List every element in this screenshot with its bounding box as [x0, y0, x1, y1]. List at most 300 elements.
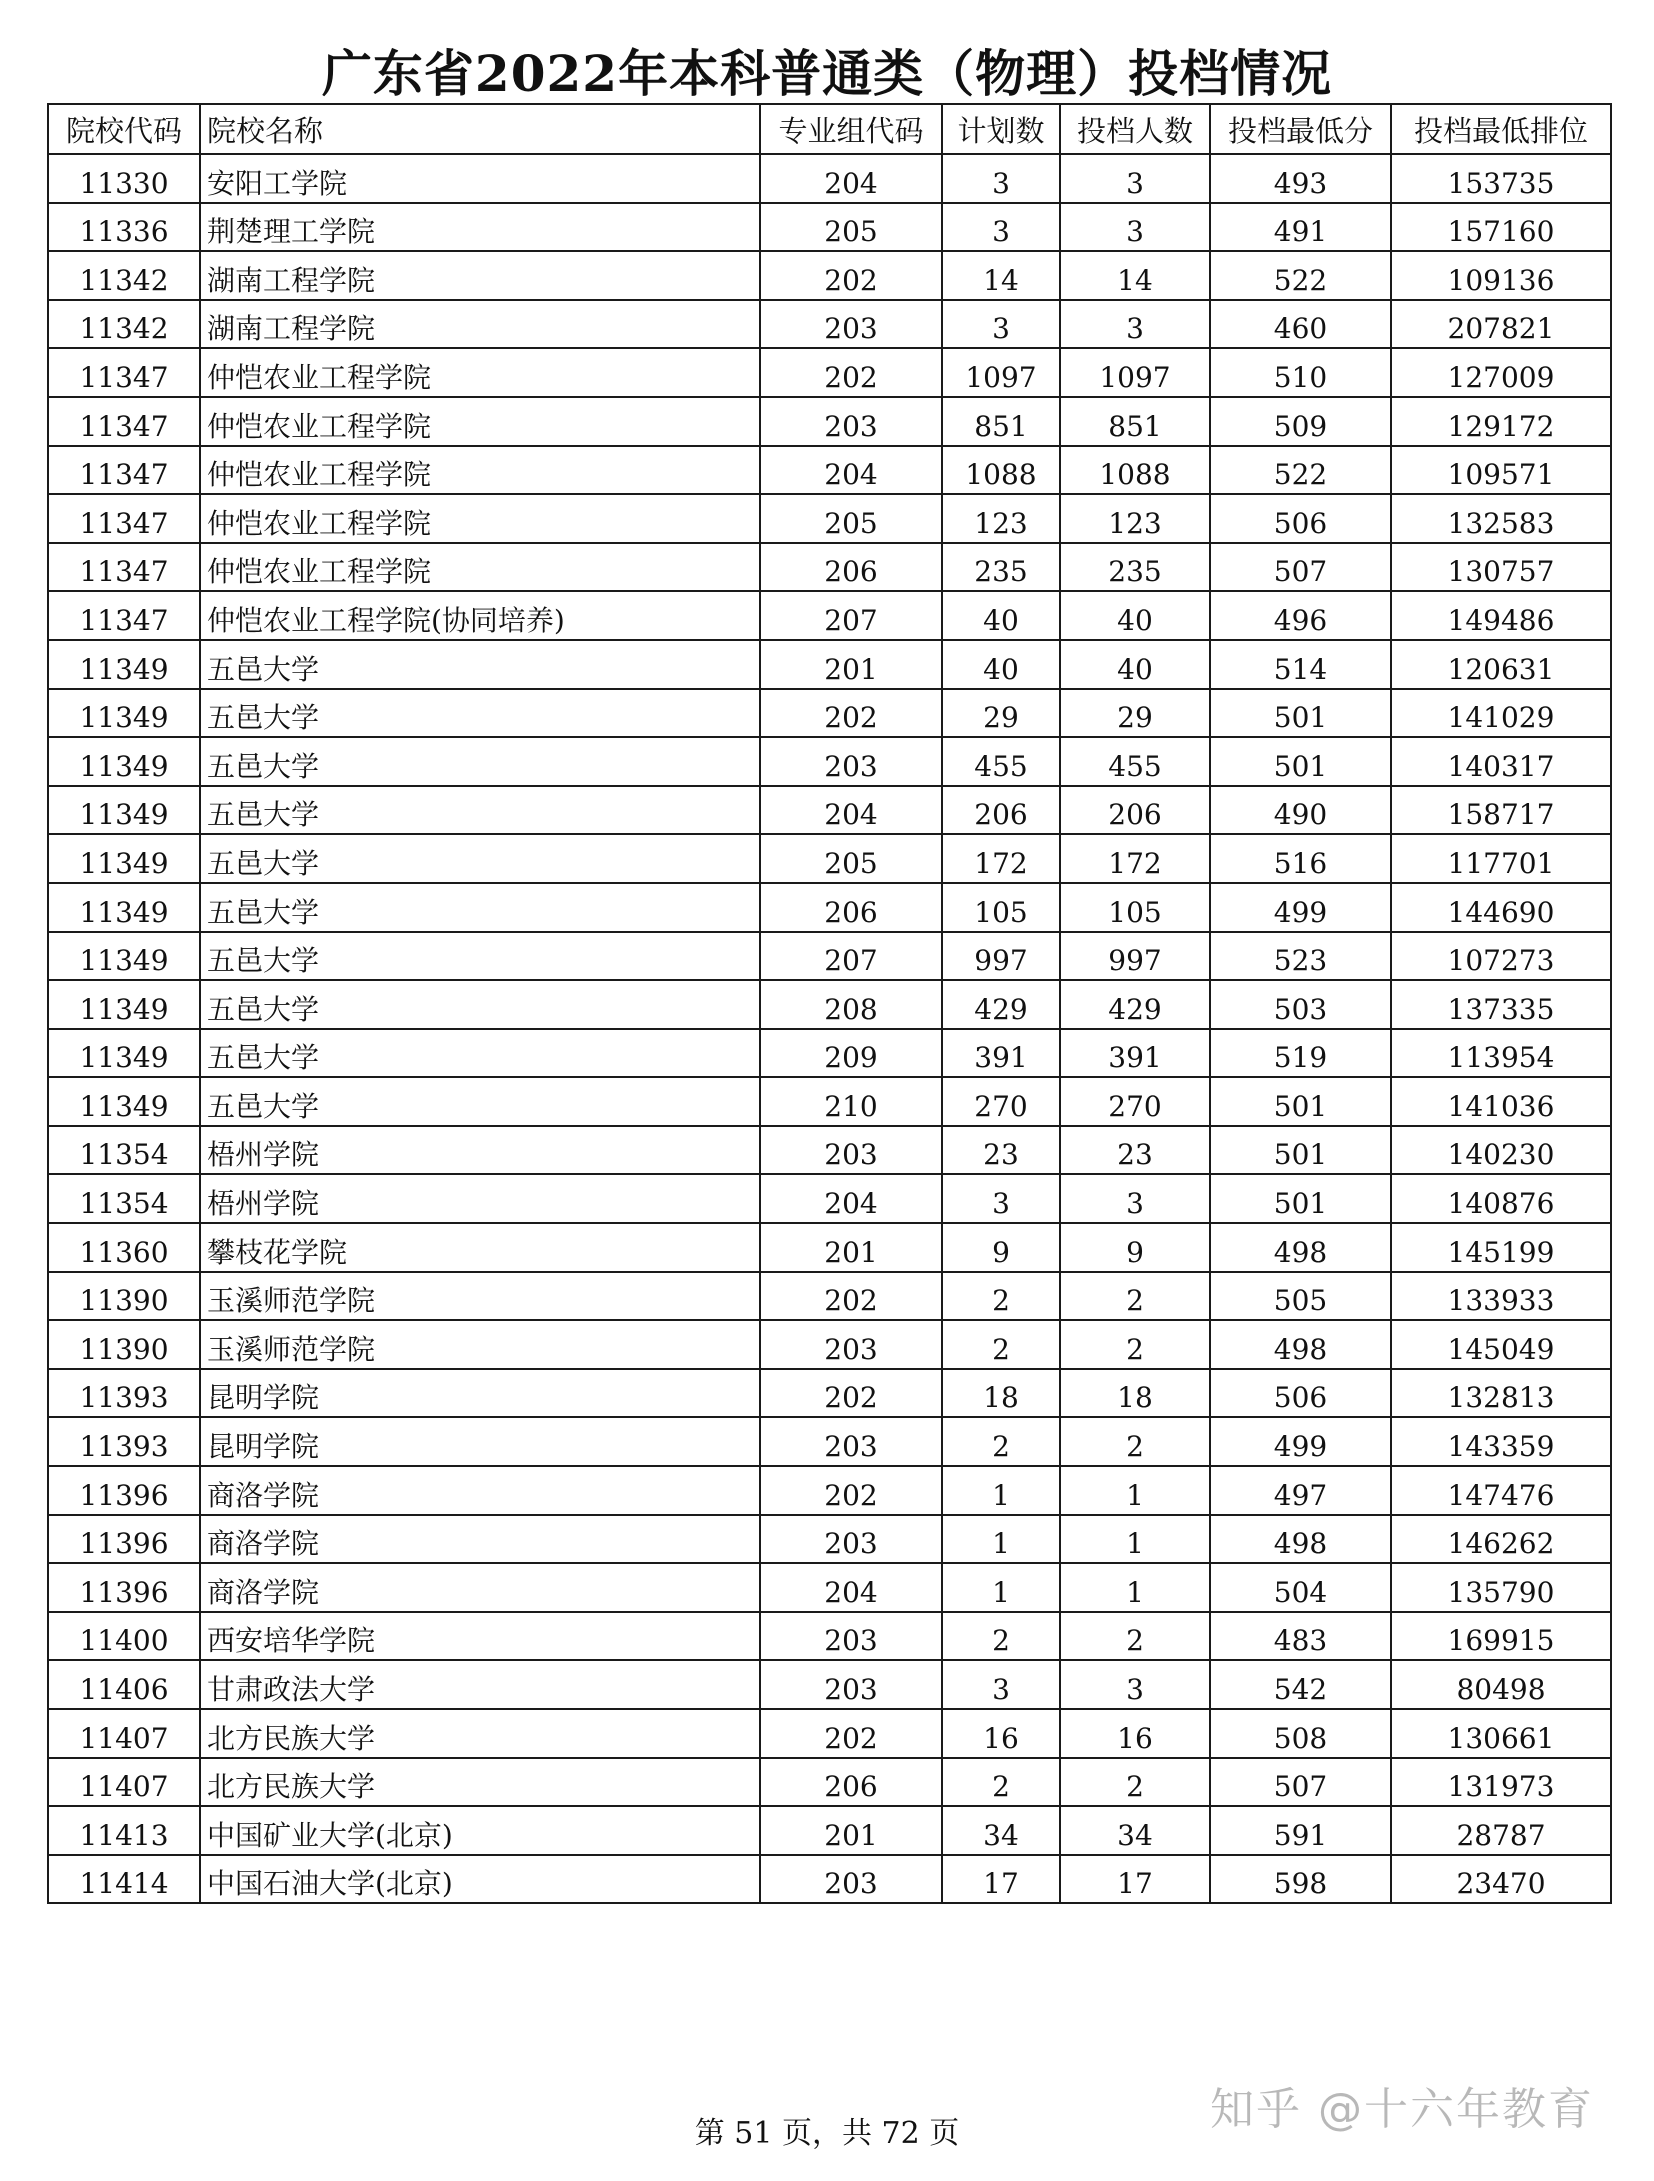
table-row	[48, 1126, 1611, 1175]
cell-min-score: 498	[1210, 1223, 1391, 1272]
cell-min-score: 514	[1210, 640, 1391, 689]
table-row	[48, 494, 1611, 543]
cell-group-code: 202	[760, 689, 942, 738]
table-row	[48, 1660, 1611, 1709]
cell-plan-count: 3	[942, 1174, 1060, 1223]
cell-admitted-count: 391	[1060, 1029, 1210, 1078]
cell-admitted-count: 206	[1060, 786, 1210, 835]
cell-admitted-count: 14	[1060, 251, 1210, 300]
cell-school-name: 五邑大学	[200, 980, 760, 1029]
cell-school-code: 11393	[48, 1417, 200, 1466]
cell-min-score: 498	[1210, 1515, 1391, 1564]
cell-plan-count: 2	[942, 1612, 1060, 1661]
table-row	[48, 203, 1611, 252]
cell-group-code: 204	[760, 786, 942, 835]
cell-min-score: 504	[1210, 1563, 1391, 1612]
cell-min-rank: 109136	[1391, 251, 1611, 300]
cell-min-rank: 132813	[1391, 1369, 1611, 1418]
cell-plan-count: 18	[942, 1369, 1060, 1418]
cell-group-code: 201	[760, 640, 942, 689]
cell-plan-count: 2	[942, 1758, 1060, 1807]
cell-min-rank: 109571	[1391, 446, 1611, 495]
cell-group-code: 205	[760, 834, 942, 883]
cell-admitted-count: 1	[1060, 1515, 1210, 1564]
cell-school-name: 仲恺农业工程学院	[200, 397, 760, 446]
table-row	[48, 1466, 1611, 1515]
cell-admitted-count: 123	[1060, 494, 1210, 543]
cell-school-name: 五邑大学	[200, 689, 760, 738]
cell-min-score: 506	[1210, 494, 1391, 543]
cell-plan-count: 270	[942, 1077, 1060, 1126]
cell-school-code: 11349	[48, 786, 200, 835]
cell-min-score: 501	[1210, 689, 1391, 738]
cell-plan-count: 1097	[942, 348, 1060, 397]
cell-min-score: 503	[1210, 980, 1391, 1029]
cell-plan-count: 14	[942, 251, 1060, 300]
cell-min-rank: 28787	[1391, 1806, 1611, 1855]
cell-school-code: 11349	[48, 980, 200, 1029]
cell-admitted-count: 2	[1060, 1417, 1210, 1466]
column-header-admitted-count: 投档人数	[1060, 104, 1210, 154]
cell-min-rank: 113954	[1391, 1029, 1611, 1078]
cell-admitted-count: 18	[1060, 1369, 1210, 1418]
cell-min-score: 507	[1210, 543, 1391, 592]
cell-school-code: 11413	[48, 1806, 200, 1855]
cell-group-code: 205	[760, 494, 942, 543]
table-row	[48, 1077, 1611, 1126]
cell-plan-count: 997	[942, 932, 1060, 981]
cell-plan-count: 2	[942, 1417, 1060, 1466]
cell-min-score: 509	[1210, 397, 1391, 446]
cell-plan-count: 429	[942, 980, 1060, 1029]
cell-group-code: 202	[760, 1272, 942, 1321]
cell-admitted-count: 270	[1060, 1077, 1210, 1126]
cell-admitted-count: 851	[1060, 397, 1210, 446]
cell-school-name: 中国矿业大学(北京)	[200, 1806, 760, 1855]
cell-group-code: 203	[760, 1417, 942, 1466]
cell-plan-count: 16	[942, 1709, 1060, 1758]
cell-school-code: 11342	[48, 251, 200, 300]
cell-min-score: 496	[1210, 591, 1391, 640]
table-row	[48, 640, 1611, 689]
cell-school-code: 11407	[48, 1758, 200, 1807]
cell-school-name: 北方民族大学	[200, 1758, 760, 1807]
table-row	[48, 1758, 1611, 1807]
cell-plan-count: 17	[942, 1855, 1060, 1904]
cell-school-name: 商洛学院	[200, 1515, 760, 1564]
cell-plan-count: 391	[942, 1029, 1060, 1078]
table-row	[48, 1806, 1611, 1855]
cell-school-name: 五邑大学	[200, 932, 760, 981]
cell-plan-count: 105	[942, 883, 1060, 932]
cell-admitted-count: 40	[1060, 591, 1210, 640]
cell-school-name: 仲恺农业工程学院	[200, 543, 760, 592]
cell-admitted-count: 17	[1060, 1855, 1210, 1904]
cell-group-code: 206	[760, 883, 942, 932]
cell-min-score: 501	[1210, 1126, 1391, 1175]
table-row	[48, 834, 1611, 883]
cell-school-name: 仲恺农业工程学院	[200, 494, 760, 543]
cell-admitted-count: 3	[1060, 154, 1210, 203]
cell-min-rank: 145199	[1391, 1223, 1611, 1272]
cell-school-code: 11396	[48, 1563, 200, 1612]
page-footer: 第 51 页，共 72 页	[694, 2116, 960, 2151]
table-row	[48, 300, 1611, 349]
table-row	[48, 1320, 1611, 1369]
cell-plan-count: 851	[942, 397, 1060, 446]
cell-group-code: 201	[760, 1806, 942, 1855]
cell-admitted-count: 3	[1060, 300, 1210, 349]
table-row	[48, 251, 1611, 300]
cell-group-code: 207	[760, 932, 942, 981]
cell-min-score: 522	[1210, 446, 1391, 495]
cell-school-code: 11396	[48, 1466, 200, 1515]
cell-min-score: 516	[1210, 834, 1391, 883]
cell-group-code: 202	[760, 1466, 942, 1515]
table-row	[48, 591, 1611, 640]
cell-min-rank: 130757	[1391, 543, 1611, 592]
cell-admitted-count: 3	[1060, 1660, 1210, 1709]
cell-group-code: 204	[760, 1563, 942, 1612]
cell-plan-count: 455	[942, 737, 1060, 786]
cell-admitted-count: 40	[1060, 640, 1210, 689]
cell-min-score: 591	[1210, 1806, 1391, 1855]
cell-min-rank: 149486	[1391, 591, 1611, 640]
cell-min-rank: 143359	[1391, 1417, 1611, 1466]
cell-min-rank: 117701	[1391, 834, 1611, 883]
table-body	[48, 154, 1611, 1903]
watermark: 知乎 @十六年教育	[1210, 2084, 1594, 2135]
cell-admitted-count: 29	[1060, 689, 1210, 738]
cell-group-code: 203	[760, 737, 942, 786]
cell-group-code: 203	[760, 1660, 942, 1709]
cell-admitted-count: 23	[1060, 1126, 1210, 1175]
cell-min-rank: 137335	[1391, 980, 1611, 1029]
cell-plan-count: 3	[942, 300, 1060, 349]
cell-group-code: 210	[760, 1077, 942, 1126]
column-header-group-code: 专业组代码	[760, 104, 942, 154]
cell-group-code: 203	[760, 1126, 942, 1175]
cell-min-rank: 23470	[1391, 1855, 1611, 1904]
cell-admitted-count: 34	[1060, 1806, 1210, 1855]
cell-min-rank: 140876	[1391, 1174, 1611, 1223]
cell-group-code: 208	[760, 980, 942, 1029]
cell-school-code: 11354	[48, 1126, 200, 1175]
cell-school-name: 五邑大学	[200, 737, 760, 786]
cell-min-rank: 140317	[1391, 737, 1611, 786]
cell-plan-count: 1	[942, 1466, 1060, 1515]
cell-min-rank: 135790	[1391, 1563, 1611, 1612]
cell-school-code: 11349	[48, 1029, 200, 1078]
cell-school-code: 11390	[48, 1272, 200, 1321]
cell-school-name: 玉溪师范学院	[200, 1320, 760, 1369]
cell-group-code: 203	[760, 1855, 942, 1904]
cell-min-rank: 131973	[1391, 1758, 1611, 1807]
cell-group-code: 206	[760, 543, 942, 592]
cell-min-score: 505	[1210, 1272, 1391, 1321]
cell-min-rank: 147476	[1391, 1466, 1611, 1515]
cell-school-name: 北方民族大学	[200, 1709, 760, 1758]
cell-admitted-count: 3	[1060, 203, 1210, 252]
cell-min-score: 507	[1210, 1758, 1391, 1807]
cell-admitted-count: 2	[1060, 1320, 1210, 1369]
cell-group-code: 202	[760, 251, 942, 300]
cell-plan-count: 40	[942, 591, 1060, 640]
cell-min-rank: 146262	[1391, 1515, 1611, 1564]
cell-school-name: 攀枝花学院	[200, 1223, 760, 1272]
cell-group-code: 207	[760, 591, 942, 640]
column-header-school-code: 院校代码	[48, 104, 200, 154]
cell-school-code: 11360	[48, 1223, 200, 1272]
cell-min-rank: 145049	[1391, 1320, 1611, 1369]
cell-min-score: 510	[1210, 348, 1391, 397]
cell-school-code: 11347	[48, 494, 200, 543]
cell-min-score: 491	[1210, 203, 1391, 252]
cell-min-rank: 169915	[1391, 1612, 1611, 1661]
cell-school-name: 荆楚理工学院	[200, 203, 760, 252]
cell-plan-count: 23	[942, 1126, 1060, 1175]
cell-school-code: 11406	[48, 1660, 200, 1709]
cell-min-rank: 80498	[1391, 1660, 1611, 1709]
cell-min-rank: 153735	[1391, 154, 1611, 203]
cell-min-score: 490	[1210, 786, 1391, 835]
cell-plan-count: 172	[942, 834, 1060, 883]
cell-school-name: 商洛学院	[200, 1563, 760, 1612]
cell-school-name: 西安培华学院	[200, 1612, 760, 1661]
cell-school-code: 11347	[48, 543, 200, 592]
cell-min-score: 501	[1210, 1077, 1391, 1126]
cell-admitted-count: 172	[1060, 834, 1210, 883]
cell-min-score: 598	[1210, 1855, 1391, 1904]
cell-school-code: 11347	[48, 446, 200, 495]
cell-min-score: 522	[1210, 251, 1391, 300]
cell-school-name: 昆明学院	[200, 1369, 760, 1418]
cell-school-code: 11349	[48, 689, 200, 738]
cell-school-code: 11400	[48, 1612, 200, 1661]
cell-school-code: 11342	[48, 300, 200, 349]
cell-plan-count: 1088	[942, 446, 1060, 495]
cell-min-score: 519	[1210, 1029, 1391, 1078]
table-row	[48, 689, 1611, 738]
cell-admitted-count: 1	[1060, 1466, 1210, 1515]
cell-min-rank: 141036	[1391, 1077, 1611, 1126]
cell-min-score: 506	[1210, 1369, 1391, 1418]
cell-min-score: 501	[1210, 1174, 1391, 1223]
cell-school-name: 仲恺农业工程学院	[200, 446, 760, 495]
cell-min-score: 508	[1210, 1709, 1391, 1758]
cell-group-code: 203	[760, 300, 942, 349]
cell-min-rank: 157160	[1391, 203, 1611, 252]
cell-min-score: 523	[1210, 932, 1391, 981]
cell-school-code: 11349	[48, 834, 200, 883]
cell-school-name: 五邑大学	[200, 883, 760, 932]
cell-school-code: 11349	[48, 883, 200, 932]
table-row	[48, 883, 1611, 932]
cell-admitted-count: 1	[1060, 1563, 1210, 1612]
cell-school-name: 五邑大学	[200, 1077, 760, 1126]
cell-group-code: 201	[760, 1223, 942, 1272]
cell-admitted-count: 2	[1060, 1612, 1210, 1661]
cell-min-score: 498	[1210, 1320, 1391, 1369]
table-row	[48, 1223, 1611, 1272]
cell-min-score: 501	[1210, 737, 1391, 786]
table-row	[48, 980, 1611, 1029]
table-row	[48, 1709, 1611, 1758]
cell-min-score: 542	[1210, 1660, 1391, 1709]
cell-school-name: 玉溪师范学院	[200, 1272, 760, 1321]
cell-school-name: 中国石油大学(北京)	[200, 1855, 760, 1904]
cell-school-name: 五邑大学	[200, 1029, 760, 1078]
cell-group-code: 204	[760, 446, 942, 495]
cell-school-code: 11349	[48, 640, 200, 689]
table-row	[48, 543, 1611, 592]
cell-school-code: 11347	[48, 591, 200, 640]
cell-school-name: 湖南工程学院	[200, 300, 760, 349]
cell-min-rank: 207821	[1391, 300, 1611, 349]
admission-table-container	[47, 103, 1612, 1904]
cell-admitted-count: 429	[1060, 980, 1210, 1029]
table-row	[48, 348, 1611, 397]
cell-school-name: 五邑大学	[200, 834, 760, 883]
table-row	[48, 397, 1611, 446]
cell-min-score: 499	[1210, 883, 1391, 932]
table-row	[48, 786, 1611, 835]
column-header-min-rank: 投档最低排位	[1391, 104, 1611, 154]
cell-admitted-count: 2	[1060, 1272, 1210, 1321]
cell-school-code: 11414	[48, 1855, 200, 1904]
cell-min-score: 460	[1210, 300, 1391, 349]
table-row	[48, 1563, 1611, 1612]
cell-plan-count: 1	[942, 1515, 1060, 1564]
cell-plan-count: 235	[942, 543, 1060, 592]
cell-group-code: 202	[760, 1709, 942, 1758]
cell-school-name: 昆明学院	[200, 1417, 760, 1466]
cell-school-code: 11393	[48, 1369, 200, 1418]
cell-group-code: 204	[760, 154, 942, 203]
cell-group-code: 204	[760, 1174, 942, 1223]
cell-school-code: 11347	[48, 397, 200, 446]
cell-group-code: 202	[760, 1369, 942, 1418]
cell-group-code: 205	[760, 203, 942, 252]
column-header-school-name: 院校名称	[200, 104, 760, 154]
cell-admitted-count: 16	[1060, 1709, 1210, 1758]
cell-min-rank: 144690	[1391, 883, 1611, 932]
cell-min-rank: 107273	[1391, 932, 1611, 981]
cell-school-code: 11407	[48, 1709, 200, 1758]
table-header-row	[48, 104, 1611, 154]
cell-group-code: 206	[760, 1758, 942, 1807]
table-row	[48, 1417, 1611, 1466]
cell-admitted-count: 105	[1060, 883, 1210, 932]
cell-plan-count: 2	[942, 1272, 1060, 1321]
cell-plan-count: 3	[942, 154, 1060, 203]
cell-admitted-count: 3	[1060, 1174, 1210, 1223]
cell-min-rank: 129172	[1391, 397, 1611, 446]
cell-admitted-count: 235	[1060, 543, 1210, 592]
cell-min-rank: 127009	[1391, 348, 1611, 397]
cell-admitted-count: 9	[1060, 1223, 1210, 1272]
cell-plan-count: 2	[942, 1320, 1060, 1369]
cell-school-code: 11349	[48, 737, 200, 786]
cell-plan-count: 1	[942, 1563, 1060, 1612]
cell-school-name: 湖南工程学院	[200, 251, 760, 300]
page-title: 广东省2022年本科普通类（物理）投档情况	[321, 44, 1333, 103]
cell-school-code: 11390	[48, 1320, 200, 1369]
cell-plan-count: 40	[942, 640, 1060, 689]
cell-admitted-count: 997	[1060, 932, 1210, 981]
table-row	[48, 1272, 1611, 1321]
cell-plan-count: 34	[942, 1806, 1060, 1855]
cell-min-rank: 140230	[1391, 1126, 1611, 1175]
cell-min-rank: 130661	[1391, 1709, 1611, 1758]
cell-plan-count: 9	[942, 1223, 1060, 1272]
table-row	[48, 1612, 1611, 1661]
table-row	[48, 1855, 1611, 1904]
cell-school-code: 11349	[48, 1077, 200, 1126]
cell-school-name: 仲恺农业工程学院(协同培养)	[200, 591, 760, 640]
cell-group-code: 203	[760, 1320, 942, 1369]
cell-admitted-count: 455	[1060, 737, 1210, 786]
table-row	[48, 932, 1611, 981]
cell-school-code: 11396	[48, 1515, 200, 1564]
cell-school-name: 五邑大学	[200, 786, 760, 835]
cell-plan-count: 206	[942, 786, 1060, 835]
table-row	[48, 446, 1611, 495]
cell-school-code: 11349	[48, 932, 200, 981]
cell-group-code: 209	[760, 1029, 942, 1078]
cell-plan-count: 3	[942, 1660, 1060, 1709]
cell-school-code: 11347	[48, 348, 200, 397]
cell-min-rank: 120631	[1391, 640, 1611, 689]
admission-table	[47, 103, 1612, 1904]
cell-school-name: 五邑大学	[200, 640, 760, 689]
table-row	[48, 1369, 1611, 1418]
cell-school-name: 安阳工学院	[200, 154, 760, 203]
cell-min-score: 499	[1210, 1417, 1391, 1466]
cell-plan-count: 29	[942, 689, 1060, 738]
cell-min-rank: 141029	[1391, 689, 1611, 738]
table-row	[48, 1174, 1611, 1223]
cell-min-score: 493	[1210, 154, 1391, 203]
cell-min-rank: 132583	[1391, 494, 1611, 543]
cell-school-name: 梧州学院	[200, 1174, 760, 1223]
cell-group-code: 203	[760, 1612, 942, 1661]
cell-school-name: 梧州学院	[200, 1126, 760, 1175]
cell-admitted-count: 2	[1060, 1758, 1210, 1807]
cell-min-score: 483	[1210, 1612, 1391, 1661]
cell-school-code: 11330	[48, 154, 200, 203]
cell-school-code: 11354	[48, 1174, 200, 1223]
cell-school-name: 仲恺农业工程学院	[200, 348, 760, 397]
cell-plan-count: 123	[942, 494, 1060, 543]
cell-group-code: 202	[760, 348, 942, 397]
cell-school-name: 商洛学院	[200, 1466, 760, 1515]
cell-plan-count: 3	[942, 203, 1060, 252]
column-header-min-score: 投档最低分	[1210, 104, 1391, 154]
cell-min-rank: 158717	[1391, 786, 1611, 835]
table-row	[48, 737, 1611, 786]
cell-school-name: 甘肃政法大学	[200, 1660, 760, 1709]
table-row	[48, 1515, 1611, 1564]
cell-group-code: 203	[760, 397, 942, 446]
cell-admitted-count: 1097	[1060, 348, 1210, 397]
cell-group-code: 203	[760, 1515, 942, 1564]
cell-school-code: 11336	[48, 203, 200, 252]
table-row	[48, 1029, 1611, 1078]
cell-admitted-count: 1088	[1060, 446, 1210, 495]
column-header-plan-count: 计划数	[942, 104, 1060, 154]
table-row	[48, 154, 1611, 203]
